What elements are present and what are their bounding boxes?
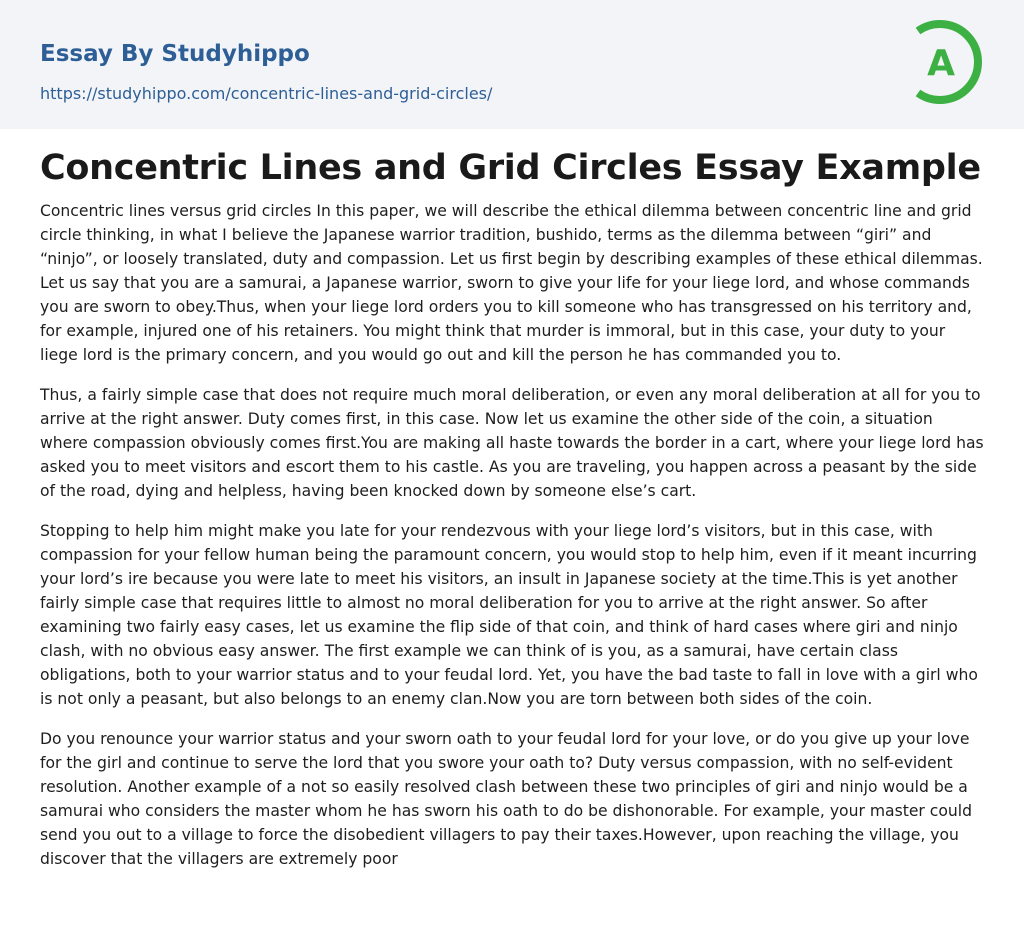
studyhippo-logo-icon[interactable] (908, 18, 988, 106)
article-body (0, 129, 1024, 871)
article-paragraph-3: Stopping to help him might make you late for your rendezvous with your liege lord’s visitors, but in this case, with compassion for your fellow human being the paramount concern, you would stop to help him, even if it meant incurring your lord’s ire because you were late to meet his visitors, an insult in Japanese society at the time.This is yet another fairly simple case that requires little to almost no moral deliberation for you to arrive at the right answer. So after examining two fairly easy cases, let us examine the flip side of that coin, and think of hard cases where giri and ninjo clash, with no obvious easy answer. The first example we can think of is you, as a samurai, have certain class obligations, both to your warrior status and to your feudal lord. Yet, you have the bad taste to fall in love with a girl who is not only a peasant, but also belongs to an enemy clan.Now you are torn between both sides of the coin. (40, 522, 978, 708)
page-header (0, 0, 1024, 129)
logo-letter: A (927, 43, 955, 84)
article-title: Concentric Lines and Grid Circles Essay Example (40, 148, 981, 188)
article-paragraph-2: Thus, a fairly simple case that does not require much moral deliberation, or even any moral deliberation at all for you to arrive at the right answer. Duty comes first, in this case. Now let us examine the other side of the coin, a situation where compassion obviously comes first.You are making all haste towards the border in a cart, where your liege lord has asked you to meet visitors and escort them to his castle. As you are traveling, you happen across a peasant by the side of the road, dying and helpless, having been knocked down by someone else’s cart. (40, 386, 984, 500)
article-paragraph-4: Do you renounce your warrior status and your sworn oath to your feudal lord for your love, or do you give up your love for the girl and continue to serve the lord that you swore your oath to? Duty versus compassion, with no self-evident resolution. Another example of a not so easily resolved clash between these two principles of giri and ninjo would be a samurai who considers the master whom he has sworn his oath to do be dishonorable. For example, your master could send you out to a village to force the disobedient villagers to pay their taxes.However, upon reaching the village, you discover that the villagers are extremely poor (40, 730, 973, 868)
article-paragraph-1: Concentric lines versus grid circles In this paper, we will describe the ethical dilemma between concentric line and grid circle thinking, in what I believe the Japanese warrior tradition, bushido, terms as the dilemma between “giri” and “ninjo”, or loosely translated, duty and compassion. Let us first begin by describing examples of these ethical dilemmas. Let us say that you are a samurai, a Japanese warrior, sworn to give your life for your liege lord, and whose commands you are sworn to obey.Thus, when your liege lord orders you to kill someone who has transgressed on his territory and, for example, injured one of his retainers. You might think that murder is immoral, but in this case, your duty to your liege lord is the primary concern, and you would go out and kill the person he has commanded you to. (40, 202, 983, 364)
site-brand[interactable]: Essay By Studyhippo (40, 41, 310, 67)
essay-url-link[interactable]: https://studyhippo.com/concentric-lines-and-grid-circles/ (40, 84, 493, 103)
